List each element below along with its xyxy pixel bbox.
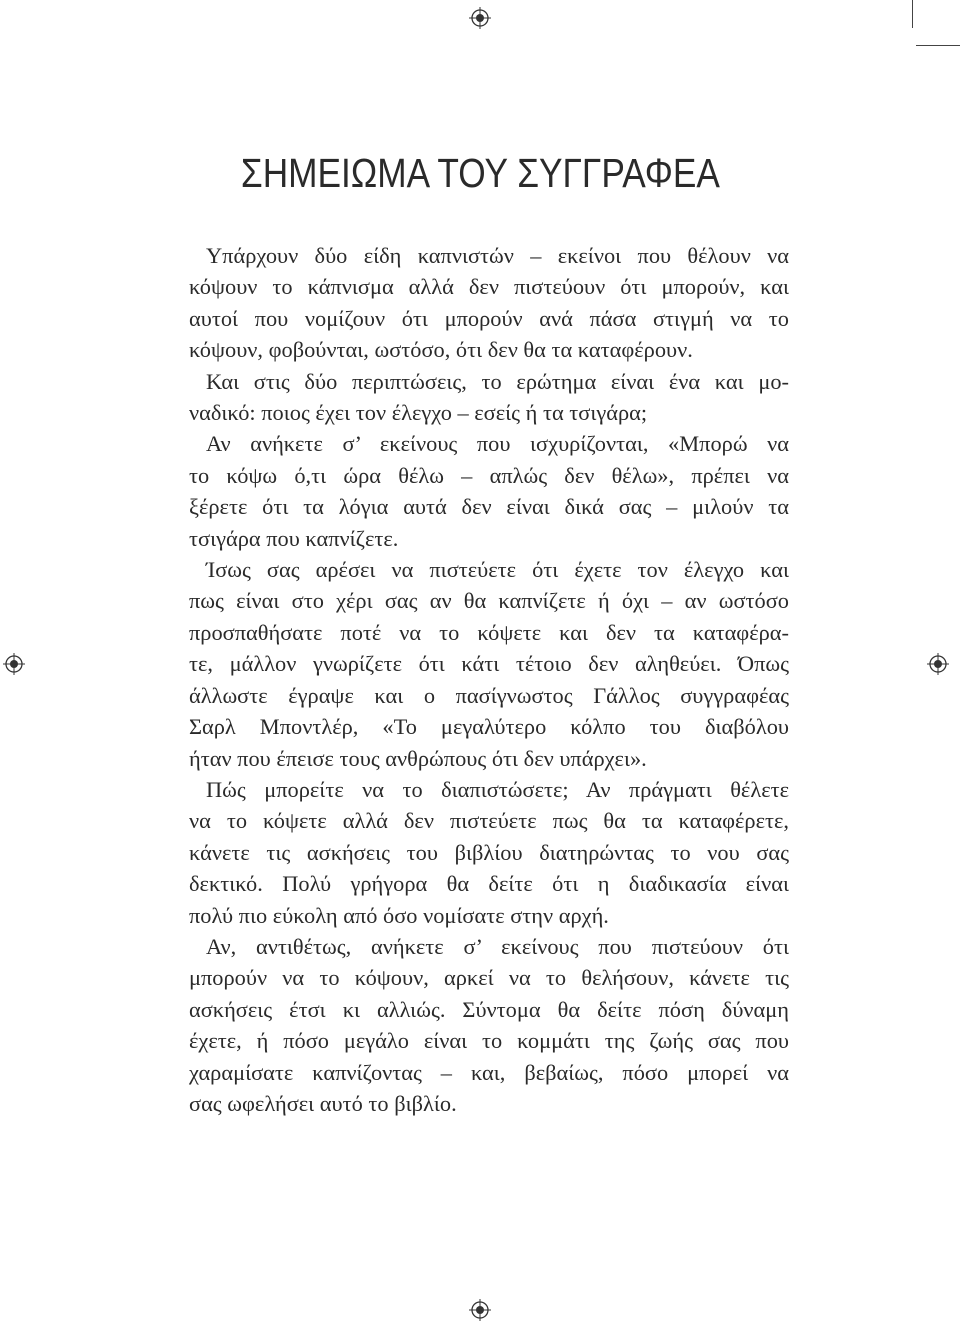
- text-line: ξέρετε ότι τα λόγια αυτά δεν είναι δικά σας – μιλούν τα: [189, 494, 789, 520]
- paragraph: [172, 554, 789, 774]
- registration-mark-bottom-icon: [469, 1299, 491, 1321]
- crop-mark-top-right: [912, 0, 913, 28]
- text-line: προσπαθήσατε ποτέ να το κόψετε και δεν τα καταφέρα-: [189, 619, 789, 645]
- text-line: ναδικό: ποιος έχει τον έλεγχο – εσείς ή τα τσιγάρα;: [189, 400, 648, 426]
- paragraph: [172, 931, 789, 1119]
- text-line: τε, μάλλον γνωρίζετε ότι κάτι τέτοιο δεν αληθεύει. Όπως: [189, 651, 789, 677]
- paragraph: [172, 428, 789, 554]
- text-line: χαραμίσατε καπνίζοντας – και, βεβαίως, πόσο μπορεί να: [189, 1059, 789, 1085]
- paragraph: [172, 366, 789, 429]
- text-line: Αν, αντιθέτως, ανήκετε σ’ εκείνους που πιστεύουν ότι: [206, 933, 789, 959]
- text-line: Και στις δύο περιπτώσεις, το ερώτημα είναι ένα και μο-: [206, 368, 789, 394]
- text-line: άλλωστε έγραψε και ο πασίγνωστος Γάλλος συγγραφέας: [189, 682, 789, 708]
- text-line: το κόψω ό,τι ώρα θέλω – απλώς δεν θέλω», πρέπει να: [189, 462, 789, 488]
- page-title: ΣΗΜΕΙΩΜΑ ΤΟΥ ΣΥΓΓΡΑΦΕΑ: [240, 150, 720, 196]
- registration-mark-right-icon: [927, 653, 949, 675]
- registration-mark-left-icon: [3, 653, 25, 675]
- text-line: δεκτικό. Πολύ γρήγορα θα δείτε ότι η διαδικασία είναι: [189, 871, 789, 897]
- text-line: Πώς μπορείτε να το διαπιστώσετε; Αν πράγματι θέλετε: [206, 776, 789, 802]
- text-line: τσιγάρα που καπνίζετε.: [189, 525, 399, 551]
- text-line: αυτοί που νομίζουν ότι μπορούν ανά πάσα στιγμή να το: [189, 305, 789, 331]
- body-text: [172, 240, 789, 1119]
- text-line: Σαρλ Μποντλέρ, «Το μεγαλύτερο κόλπο του διαβόλου: [189, 714, 789, 740]
- text-line: κάνετε τις ασκήσεις του βιβλίου διατηρώντας το νου σας: [189, 839, 789, 865]
- text-line: Υπάρχουν δύο είδη καπνιστών – εκείνοι που θέλουν να: [206, 243, 789, 268]
- text-line: να το κόψετε αλλά δεν πιστεύετε πως θα τα καταφέρετε,: [189, 808, 789, 834]
- text-line: Ίσως σας αρέσει να πιστεύετε ότι έχετε τον έλεγχο και: [206, 557, 789, 583]
- paragraph: [172, 240, 789, 366]
- text-line: πολύ πιο εύκολη από όσο νομίσατε στην αρχή.: [189, 902, 609, 928]
- text-line: ήταν που έπεισε τους ανθρώπους ότι δεν υπάρχει».: [189, 745, 647, 771]
- text-line: σας ωφελήσει αυτό το βιβλίο.: [189, 1090, 457, 1116]
- text-line: Αν ανήκετε σ’ εκείνους που ισχυρίζονται, «Μπορώ να: [206, 431, 789, 457]
- text-line: κόψουν το κάπνισμα αλλά δεν πιστεύουν ότι μπορούν, και: [189, 274, 789, 300]
- text-line: μπορούν να το κόψουν, αρκεί να το θελήσουν, κάνετε τις: [189, 965, 789, 991]
- registration-mark-top-icon: [469, 7, 491, 29]
- text-line: κόψουν, φοβούνται, ωστόσο, ότι δεν θα τα καταφέρουν.: [189, 337, 693, 363]
- paragraph: [172, 774, 789, 931]
- text-line: πως είναι στο χέρι σας αν θα καπνίζετε ή όχι – αν ωστόσο: [189, 588, 789, 614]
- text-line: ασκήσεις έτσι κι αλλιώς. Σύντομα θα δείτε πόση δύναμη: [189, 996, 789, 1022]
- crop-mark-top-right-h: [916, 45, 960, 46]
- text-line: έχετε, ή πόσο μεγάλο είναι το κομμάτι της ζωής σας που: [189, 1028, 789, 1054]
